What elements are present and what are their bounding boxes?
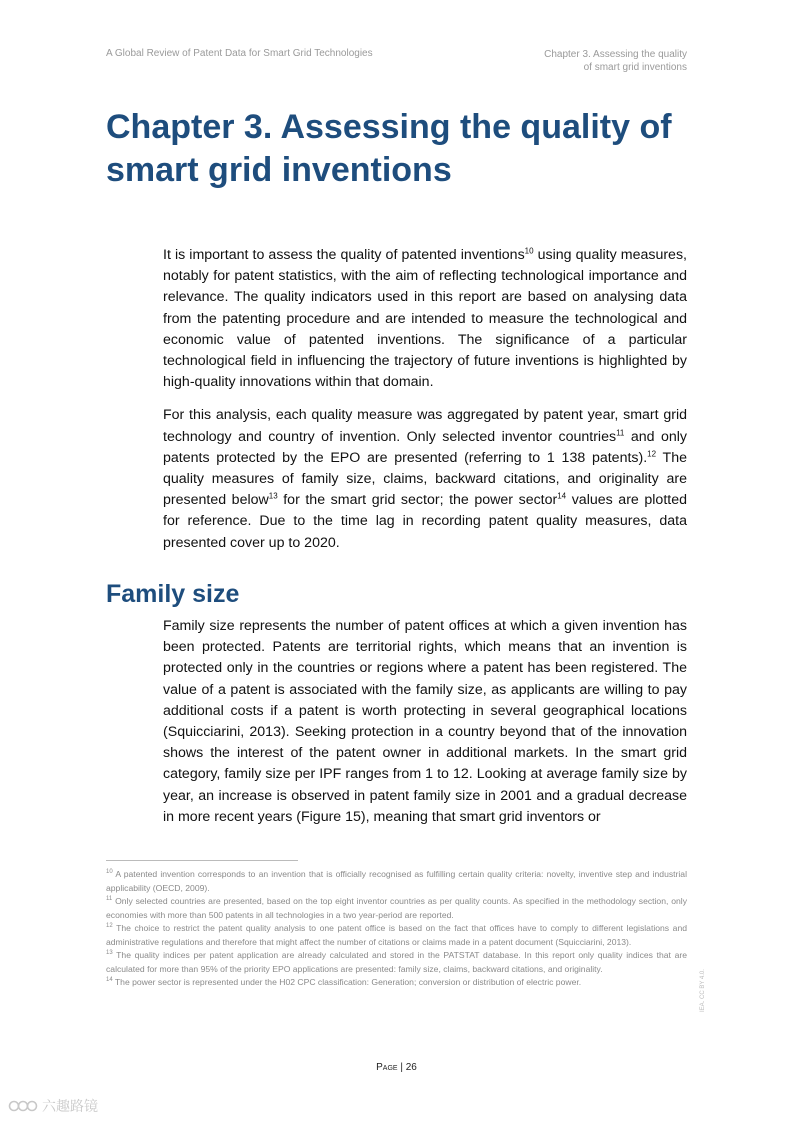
page-separator: | <box>397 1062 406 1073</box>
footnote-ref-13[interactable]: 13 <box>268 491 278 501</box>
page-number <box>0 1062 793 1073</box>
family-size-paragraph: Family size represents the number of patent offices at which a given invention has been protected. Patents are territorial rights, which means that an invention is protected only in the countries or regions where a patent has been registered. The value of a patent is associated with the family size, as applicants are willing to pay additional costs if a patent is worth protecting in several geographical locations (Squicciarini, 2013). Seeking protection in a country beyond that of the innovation shows the interest of the patent owner in additional markets. In the smart grid category, family size per IPF ranges from 1 to 12. Looking at average family size by year, an increase is observed in patent family size in 2001 and a gradual decrease in more recent years (Figure 15), meaning that smart grid inventors or <box>163 618 687 825</box>
footnote-ref-11[interactable]: 11 <box>616 427 625 437</box>
footnote-ref-14[interactable]: 14 <box>557 491 567 501</box>
license-note: IEA. CC BY 4.0. <box>700 969 706 1012</box>
footnote-ref-10[interactable]: 10 <box>524 246 534 256</box>
running-header-chapter-line1: Chapter 3. Assessing the quality <box>544 49 687 60</box>
footnote-number: 13 <box>106 950 113 957</box>
page-number-value: 26 <box>405 1062 417 1073</box>
watermark <box>8 1096 98 1116</box>
footnote-11 <box>106 895 687 922</box>
footnote-number: 10 <box>106 869 113 876</box>
footnote-text: A patented invention corresponds to an invention that is officially recognised as fulfilling certain quality criteria: novelty, inventive step and industrial applicability (OECD, 2009). <box>106 869 687 893</box>
text-run: for the smart grid sector; the power sector <box>277 492 558 509</box>
chapter-title: Chapter 3. Assessing the quality of smart grid inventions <box>106 108 672 189</box>
intro-paragraph-2 <box>163 405 687 553</box>
family-size-section <box>163 616 687 840</box>
footnote-text: The power sector is represented under the H02 CPC classification: Generation; conversion or distribution of electric power. <box>112 977 582 987</box>
footnote-12 <box>106 922 687 949</box>
text-run: It is important to assess the quality of patented inventions <box>163 247 525 263</box>
footnote-13 <box>106 949 687 976</box>
footnote-10 <box>106 868 687 895</box>
footnote-text: The quality indices per patent application are already calculated and stored in the PATSTAT database. In this report only quality indices that are calculated for more than 95% of the priority EPO applications are presented: family size, claims, backward citations, and originality. <box>106 950 687 974</box>
text-run: The quality measures of family size, claims, backward citations, and originality are presented below <box>163 449 687 509</box>
footnote-ref-12[interactable]: 12 <box>647 449 657 459</box>
watermark-text: 六趣路镜 <box>42 1098 98 1114</box>
intro-paragraph-1 <box>163 245 687 393</box>
text-run: values are plotted for reference. Due to the time lag in recording patent quality measures, data presented cover up to 2020. <box>163 492 687 551</box>
footnote-number: 12 <box>106 923 113 930</box>
running-header-chapter-line2: of smart grid inventions <box>583 62 687 73</box>
running-header-title: A Global Review of Patent Data for Smart Grid Technologies <box>106 48 373 59</box>
footnotes <box>106 868 687 990</box>
page-label: Page <box>376 1062 398 1073</box>
text-run: and only patents protected by the EPO are presented (referring to 1 138 patents). <box>163 428 687 466</box>
section-heading-family-size: Family size <box>106 580 240 608</box>
footnote-number: 11 <box>106 896 113 903</box>
text-run: using quality measures, notably for patent statistics, with the aim of reflecting technological importance and relevance. The quality indicators used in this report are based on analysing data from the patenting procedure and are intended to measure the technological and economic value of patented inventions. The significance of a particular technological field in influencing the trajectory of future inventions is highlighted by high-quality innovations within that domain. <box>163 247 687 391</box>
footnote-14 <box>106 976 687 990</box>
intro-section <box>163 245 687 566</box>
footnote-text: The choice to restrict the patent quality analysis to one patent office is based on the fact that offices have to comply to different legislations and administrative regulations and therefore that might affect the number of citations or claims made in a patent document (Squicciarini, 2013). <box>106 923 687 947</box>
watermark-logo-icon <box>8 1098 38 1114</box>
footnote-number: 14 <box>106 977 113 984</box>
footnote-divider <box>106 860 298 861</box>
running-header-chapter <box>467 48 687 74</box>
text-run: For this analysis, each quality measure was aggregated by patent year, smart grid technology and country of invention. Only selected inventor countries <box>163 407 687 445</box>
footnote-text: Only selected countries are presented, based on the top eight inventor countries as per quality counts. As specified in the methodology section, only economies with more than 500 patents in all technologies in a two year-period are reported. <box>106 896 687 920</box>
